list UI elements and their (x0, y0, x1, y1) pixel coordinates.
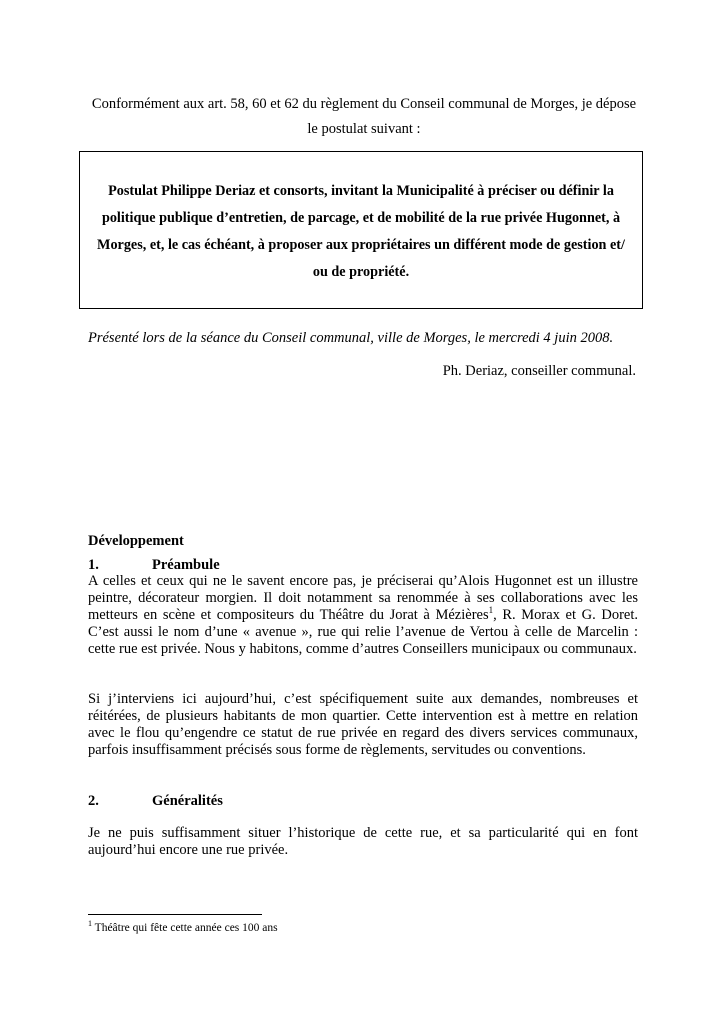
section-2-number: 2. (88, 793, 99, 809)
postulat-box (79, 151, 643, 309)
section-1-paragraph-2: Si j’interviens ici aujourd’hui, c’est spécifiquement suite aux demandes, nombreuses et réitérées, de plusieurs habitants de mon quartier. Cette intervention est à mettre en relation avec le flou qu’engendre ce statut de rue privée en regard des divers services communaux, parfois insuffisamment précisés sous forme de règlements, servitudes ou conventions. (88, 691, 638, 758)
postulat-title: Postulat Philippe Deriaz et consorts, invitant la Municipalité à préciser ou définir la politique publique d’entretien, de parcage, et de mobilité de la rue privée Hugonnet, à Morges, et, le cas échéant, à proposer aux propriétaires un différent mode de gestion et/ ou de propriété. (97, 183, 625, 280)
section-1-title: Préambule (152, 557, 220, 573)
section-1-paragraph-1 (88, 573, 638, 658)
section-1-paragraph-1-start: A celles et ceux qui ne le savent encore pas, je préciserai qu’Alois Hugonnet est un illustre peintre, décorateur morgien. Il doit notamment sa renommée à ses collaborations avec les metteurs en scène et compositeurs du Théâtre du Jorat à Mézières (88, 573, 638, 623)
footnote-divider (88, 914, 262, 915)
footnote-reference: 1 (488, 605, 494, 616)
intro-line-1: Conformément aux art. 58, 60 et 62 du règlement du Conseil communal de Morges, je dépose (91, 96, 637, 112)
section-2-paragraph-1: Je ne puis suffisamment situer l’historique de cette rue, et sa particularité qui en font aujourd’hui encore une rue privée. (88, 825, 638, 858)
development-heading: Développement (88, 533, 184, 549)
intro-line-2: le postulat suivant : (307, 121, 421, 137)
section-1-heading (88, 556, 220, 574)
section-2-heading (88, 792, 223, 810)
footnote-number: 1 (88, 919, 92, 929)
intro-text (80, 92, 648, 142)
section-2-title: Généralités (152, 793, 223, 809)
footnote-text: Théâtre qui fête cette année ces 100 ans (94, 922, 278, 934)
presentation-note: Présenté lors de la séance du Conseil communal, ville de Morges, le mercredi 4 juin 2008. (88, 330, 614, 346)
signature: Ph. Deriaz, conseiller communal. (442, 363, 636, 379)
section-1-paragraph-1-end: , R. Morax et G. Doret. C’est aussi le nom d’une « avenue », rue qui relie l’avenue de Vertou à celle de Marcelin : cette rue est privée. Nous y habitons, comme d’autres Conseillers municipaux ou communaux. (88, 607, 639, 657)
footnote (88, 921, 278, 935)
section-1-number: 1. (88, 557, 99, 573)
